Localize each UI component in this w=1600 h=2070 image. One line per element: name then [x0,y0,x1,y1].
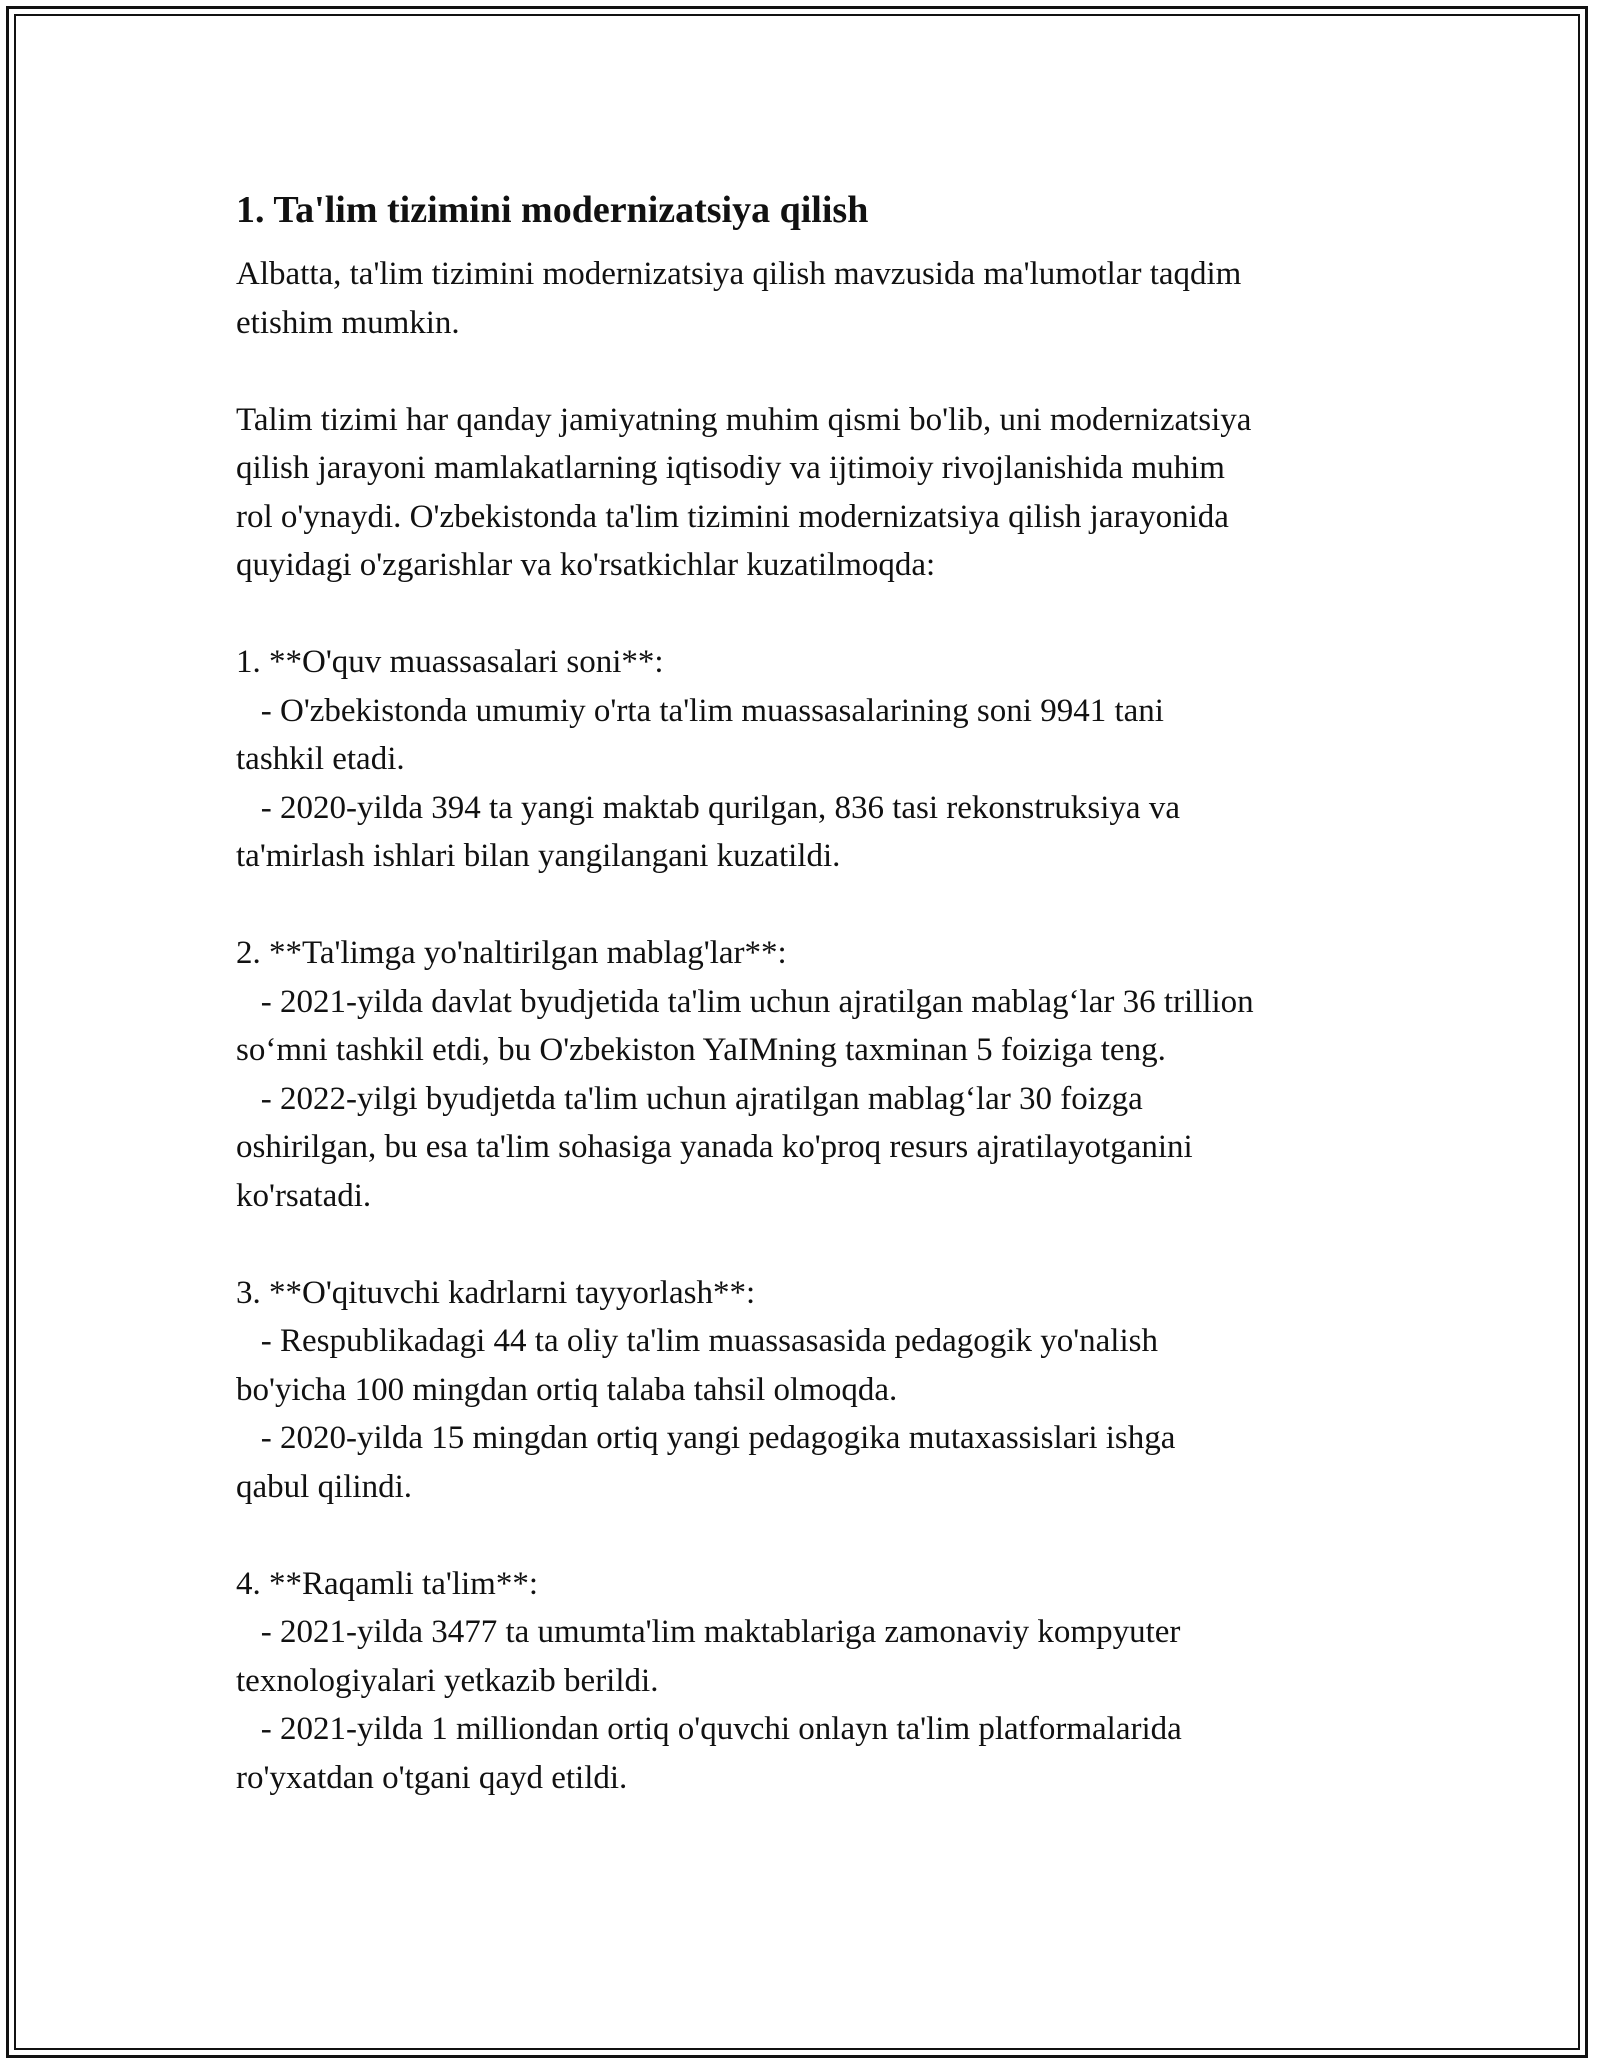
section-item: - 2020-yilda 15 mingdan ortiq yangi pedagogika mutaxassislari ishga qabul qilindi. [236,1420,1176,1505]
section-item: - 2021-yilda 3477 ta umumta'lim maktablariga zamonaviy kompyuter texnologiyalari yetkazib berildi. [236,1614,1181,1699]
paragraph-spacer [236,1511,1376,1560]
section-1 [236,638,1376,881]
section-3 [236,1269,1376,1512]
section-heading: 2. **Ta'limga yo'naltirilgan mablag'lar**: [236,935,787,971]
paragraph-spacer [236,1220,1376,1269]
section-item: - 2020-yilda 394 ta yangi maktab qurilgan, 836 tasi rekonstruksiya va ta'mirlash ishlari bilan yangilangani kuzatildi. [236,789,1180,874]
overview-paragraph: Talim tizimi har qanday jamiyatning muhim qismi bo'lib, uni modernizatsiya qilish jarayoni mamlakatlarning iqtisodiy va ijtimoiy rivojlanishida muhim rol o'ynaydi. O'zbekistonda ta'lim tizimini modernizatsiya qilish jarayonida quyidagi o'zgarishlar va ko'rsatkichlar kuzatilmoqda: [236,401,1252,583]
section-heading: 4. **Raqamli ta'lim**: [236,1565,538,1602]
section-item: - 2022-yilgi byudjetda ta'lim uchun ajratilgan mablag‘lar 30 foizga oshirilgan, bu esa ta'lim sohasiga yanada ko'proq resurs ajratilayotganini ko'rsatadi. [236,1080,1193,1214]
section-4 [236,1560,1376,1803]
section-heading: 3. **O'qituvchi kadrlarni tayyorlash**: [236,1274,756,1311]
intro-paragraph: Albatta, ta'lim tizimini modernizatsiya qilish mavzusida ma'lumotlar taqdim etishim mumkin. [236,256,1242,341]
section-item: - Respublikadagi 44 ta oliy ta'lim muassasasida pedagogik yo'nalish bo'yicha 100 mingdan ortiq talaba tahsil olmoqda. [236,1323,1158,1408]
section-heading: 1. **O'quv muassasalari soni**: [236,644,664,680]
document-page [236,186,1376,1802]
paragraph-spacer [236,347,1376,396]
section-2 [236,929,1376,1220]
section-item: - 2021-yilda 1 milliondan ortiq o'quvchi onlayn ta'lim platformalarida ro'yxatdan o'tgani qayd etildi. [236,1711,1182,1796]
paragraph-spacer [236,881,1376,930]
document-title: 1. Ta'lim tizimini modernizatsiya qilish [236,189,869,231]
section-item: - O'zbekistonda umumiy o'rta ta'lim muassasalarining soni 9941 tani tashkil etadi. [236,692,1164,777]
section-item: - 2021-yilda davlat byudjetida ta'lim uchun ajratilgan mablag‘lar 36 trillion so‘mni tashkil etdi, bu O'zbekiston YaIMning taxminan 5 foiziga teng. [236,983,1254,1068]
paragraph-spacer [236,590,1376,639]
